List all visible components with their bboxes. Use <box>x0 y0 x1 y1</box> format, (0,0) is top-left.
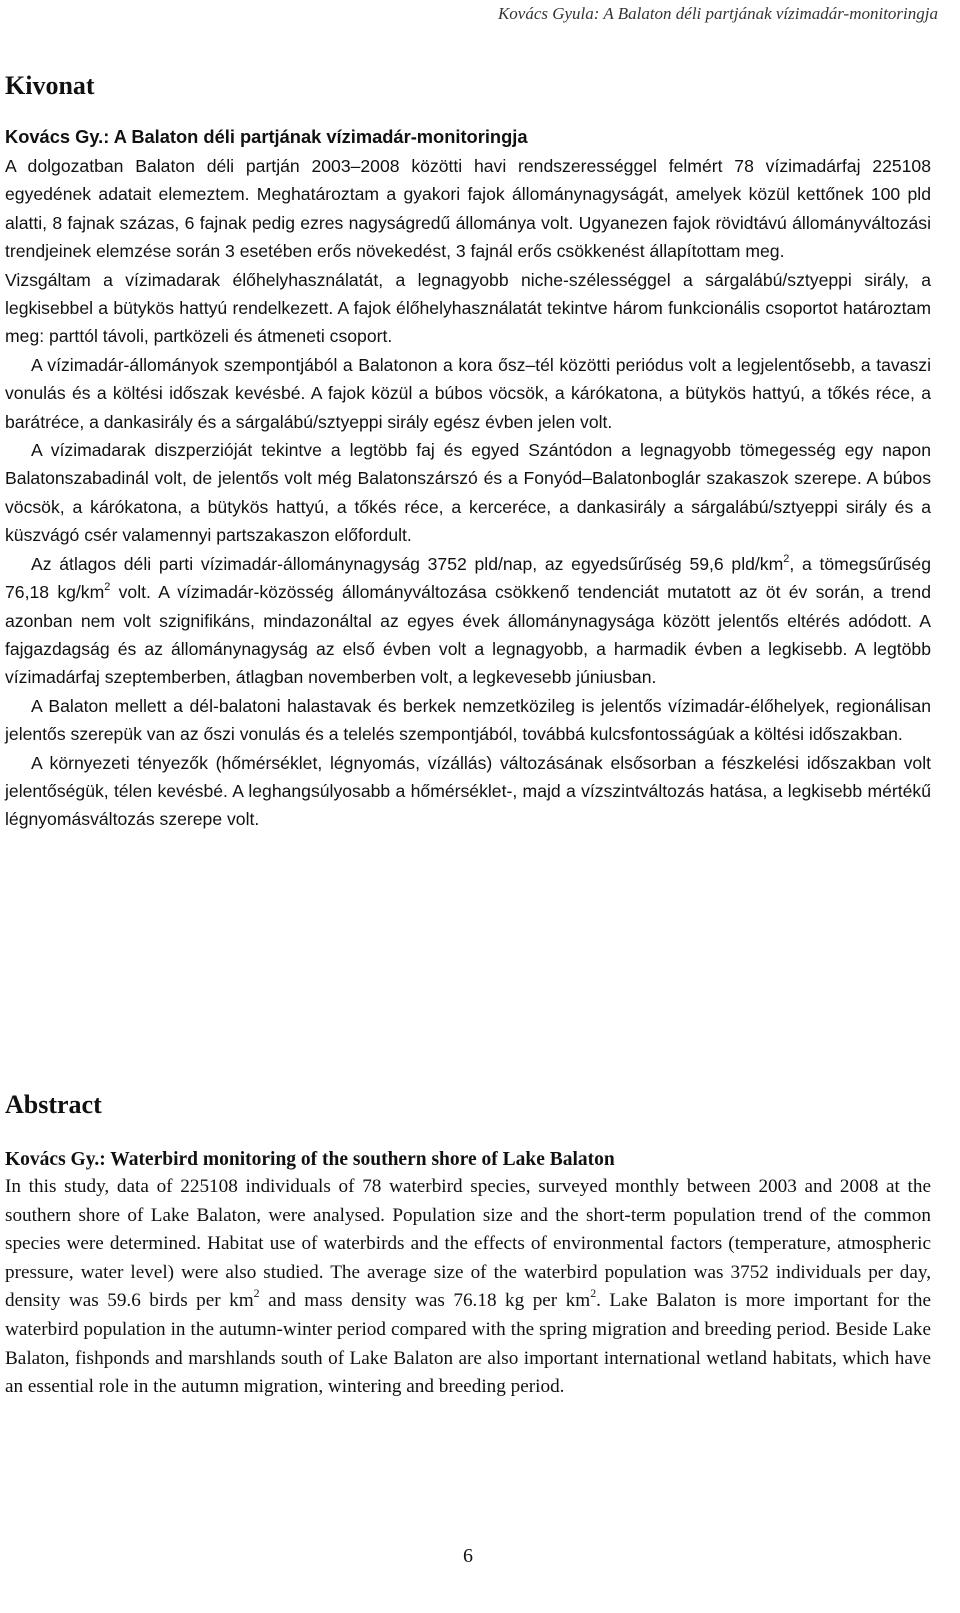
abstract-title: Abstract <box>5 1090 102 1119</box>
p5-superscript-2: 2 <box>104 580 111 593</box>
abstract-text-1: In this study, data of 225108 individuals of 78 waterbird species, surveyed monthly between 2003 and 2008 at the southern shore of Lake Balaton, were analysed. Population size and the short-term population trend of the common species were determined. Habitat use of waterbirds and the effects of environmental factors (temperature, atmospheric pressure, water level) were also studied. The average size of the waterbird population was 3752 individuals per day, density was 59.6 birds per km <box>5 1176 931 1312</box>
kivonat-paragraph-7: A környezeti tényezők (hőmérséklet, légnyomás, vízállás) változásának elsősorban a fészkelési időszakban volt jelentőségük, télen kevésbé. A leghangsúlyosabb a hőmérséklet-, majd a vízszintváltozás hatása, a legkisebb mértékű légnyomásváltozás szerepe volt. <box>5 752 931 830</box>
kivonat-paragraph-1: A dolgozatban Balaton déli partján 2003–2008 közötti havi rendszerességgel felmért 78 vízimadárfaj 225108 egyedének adatait elemeztem. Meghatároztam a gyakori fajok állománynagyságát, amelyek közül kettőnek 100 pld alatti, 8 fajnak százas, 6 fajnak pedig ezres nagyságredű állománya volt. Ugyanezen fajok rövidtávú állományváltozási trendjeinek elemzése során 3 esetében erős növekedést, 3 fajnál erős csökkenést állapítottam meg. <box>5 156 931 262</box>
abstract-text-2: and mass density was 76.18 kg per km <box>259 1290 591 1312</box>
abstract-superscript-1: 2 <box>253 1286 260 1301</box>
kivonat-paragraph-4: A vízimadarak diszperzióját tekintve a legtöbb faj és egyed Szántódon a legnagyobb tömegesség egy napon Balatonszabadinál volt, de jelentős volt még Balatonszárszó és a Fonyód–Balatonboglár szakaszok szerepe. A búbos vöcsök, a kárókatona, a bütykös hattyú, a tőkés réce, a kercerécе, a dankasirály a sárgalábú/sztyeppi sirály és a küszvágó csér valamennyi partszakaszon előfordult. <box>5 440 931 546</box>
kivonat-body <box>5 152 931 834</box>
kivonat-subtitle: Kovács Gy.: A Balaton déli partjának vízimadár-monitoringja <box>5 126 528 147</box>
p5-superscript-1: 2 <box>783 552 790 565</box>
p5-text-2: , a tömegsűrűség 76,18 kg/km <box>5 553 931 603</box>
p5-text-1: Az átlagos déli parti vízimadár-állománynagyság 3752 pld/nap, az egyedsűrűség 59,6 pld/km <box>31 553 784 574</box>
kivonat-paragraph-2: Vizsgáltam a vízimadarak élőhelyhasználatát, a legnagyobb niche-szélességgel a sárgalábú/sztyeppi sirály, a legkisebbel a bütykös hattyú rendelkezett. A fajok élőhelyhasználatát tekintve három funkcionális csoportot határoztam meg: parttól távoli, partközeli és átmeneti csoport. <box>5 269 931 347</box>
page-number: 6 <box>463 1545 473 1567</box>
kivonat-title: Kivonat <box>5 71 95 100</box>
kivonat-paragraph-5 <box>5 550 931 692</box>
kivonat-paragraph-6: A Balaton mellett a dél-balatoni halastavak és berkek nemzetközileg is jelentős vízimadár-élőhelyek, regionálisan jelentős szerepük van az őszi vonulás és a telelés szempontjából, továbbá kulcsfontosságúak a költési időszakban. <box>5 695 931 745</box>
kivonat-paragraph-3: A vízimadár-állományok szempontjából a Balatonon a kora ősz–tél közötti periódus volt a legjelentősebb, a tavaszi vonulás és a költési időszak kevésbé. A fajok közül a búbos vöcsök, a kárókatona, a bütykös hattyú, a tőkés réce, a barátréce, a dankasirály és a sárgalábú/sztyeppi sirály egész évben jelen volt. <box>5 354 931 432</box>
p5-text-3: volt. A vízimadár-közösség állományváltozása csökkenő tendenciát mutatott az öt év során, a trend azonban nem volt szignifikáns, mindazonáltal az egyes évek állománynagysága között jelentős eltérés adódott. A fajgazdagság és az állománynagyság az első évben volt a legnagyobb, a harmadik évben a legkisebb. A legtöbb vízimadárfaj szeptemberben, átlagban novemberben volt, a legkevesebb júniusban. <box>5 582 931 688</box>
abstract-body <box>5 1173 931 1402</box>
running-header: Kovács Gyula: A Balaton déli partjának vízimadár-monitoringja <box>497 4 938 23</box>
abstract-subtitle: Kovács Gy.: Waterbird monitoring of the southern shore of Lake Balaton <box>5 1149 615 1170</box>
abstract-superscript-2: 2 <box>590 1286 597 1301</box>
abstract-text-3: . Lake Balaton is more important for the waterbird population in the autumn-winter period compared with the spring migration and breeding period. Beside Lake Balaton, fishponds and marshlands south of Lake Balaton are also important international wetland habitats, which have an essential role in the autumn migration, wintering and breeding period. <box>5 1290 931 1398</box>
abstract-paragraph <box>5 1173 931 1402</box>
